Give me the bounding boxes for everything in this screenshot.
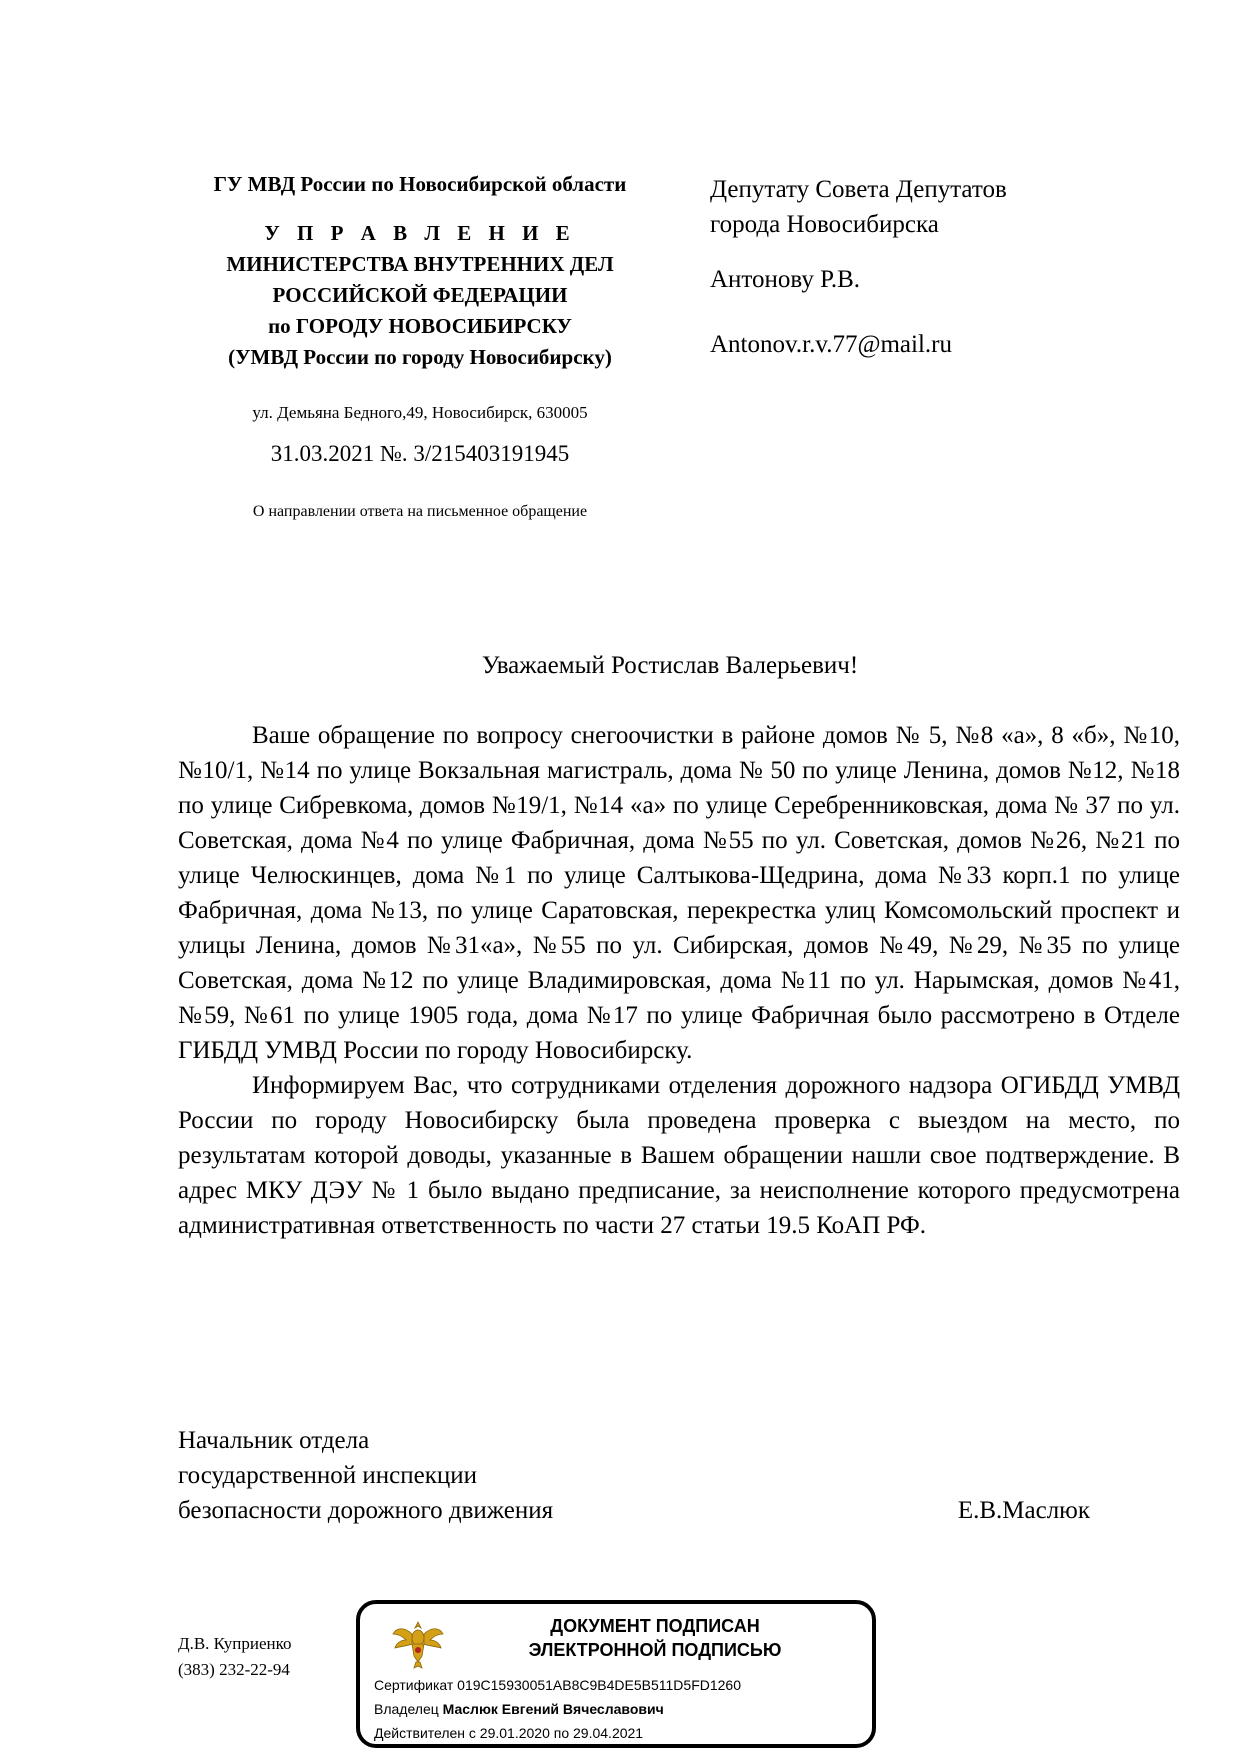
stamp-title-line1: ДОКУМЕНТ ПОДПИСАН (550, 1616, 760, 1636)
stamp-title (460, 1614, 850, 1662)
stamp-title-line2: ЭЛЕКТРОННОЙ ПОДПИСЬЮ (528, 1640, 782, 1660)
ministry-line: МИНИСТЕРСТВА ВНУТРЕННИХ ДЕЛ (226, 252, 614, 276)
cert-value: 019C15930051AB8C9B4DE5B511D5FD1260 (457, 1677, 742, 1693)
city-line: по ГОРОДУ НОВОСИБИРСКУ (268, 314, 572, 338)
addressee-block (710, 172, 1190, 362)
addressee-line2: города Новосибирска (710, 211, 939, 238)
abbr-line: (УМВД России по городу Новосибирску) (228, 345, 612, 369)
executor-name: Д.В. Куприенко (178, 1634, 292, 1653)
signature-title-1: Начальник отдела (178, 1427, 370, 1454)
signatory-name: Е.В.Маслюк (957, 1497, 1090, 1524)
cert-label: Сертификат (374, 1677, 454, 1693)
executor-phone: (383) 232-22-94 (178, 1660, 290, 1679)
registration-number: 31.03.2021 №. 3/215403191945 (270, 441, 570, 466)
salutation: Уважаемый Ростислав Валерьевич! (481, 652, 859, 679)
e-signature-stamp (356, 1600, 876, 1748)
federation-line: РОССИЙСКОЙ ФЕДЕРАЦИИ (272, 283, 568, 307)
executor-block (178, 1631, 291, 1683)
stamp-owner (374, 1700, 664, 1718)
addressee-line1: Депутату Совета Депутатов (710, 176, 1007, 203)
letter-subject: О направлении ответа на письменное обращение (252, 503, 588, 520)
stamp-certificate (374, 1676, 741, 1694)
upravlenie-title: У П Р А В Л Е Н И Е (264, 221, 576, 245)
owner-value: Маслюк Евгений Вячеславович (442, 1701, 664, 1717)
letter-body (178, 718, 1180, 1243)
owner-label: Владелец (374, 1701, 439, 1717)
addressee-email: Antonov.r.v.77@mail.ru (710, 331, 952, 358)
stamp-validity: Действителен с 29.01.2020 по 29.04.2021 (374, 1725, 644, 1741)
addressee-name: Антонову Р.В. (710, 266, 861, 293)
sender-address: ул. Демьяна Бедного,49, Новосибирск, 630005 (252, 403, 588, 422)
signature-title-2: государственной инспекции (178, 1462, 478, 1489)
sender-header (160, 170, 680, 523)
signature-block (178, 1423, 1180, 1528)
sender-department (160, 218, 680, 373)
body-paragraph-1: Ваше обращение по вопросу снегоочистки в районе домов № 5, №8 «а», 8 «б», №10, №10/1, №14 по улице Вокзальная магистраль, дома № 50 по улице Ленина, домов №12, №18 по улице Сибревкома, домов №19/1, №14 «а» по улице Серебренниковская, дома № 37 по ул. Советская, дома №4 по улице Фабричная, дома №55 по ул. Советская, домов №26, №21 по улице Челюскинцев, дома №1 по улице Салтыкова-Щедрина, дома №33 корп.1 по улице Фабричная, дома №13, по улице Саратовская, перекрестка улиц Комсомольский проспект и улицы Ленина, домов №31«а», №55 по ул. Сибирская, домов №49, №29, №35 по улице Советская, дома №12 по улице Владимировская, дома №11 по ул. Нарымская, домов №41, №59, №61 по улице 1905 года, дома №17 по улице Фабричная было рассмотрено в Отделе ГИБДД УМВД России по городу Новосибирску. (178, 722, 1180, 1064)
body-paragraph-2: Информируем Вас, что сотрудниками отделения дорожного надзора ОГИБДД УМВД России по городу Новосибирску была проведена проверка с выездом на место, по результатам которой доводы, указанные в Вашем обращении нашли свое подтверждение. В адрес МКУ ДЭУ № 1 было выдано предписание, за неисполнение которого предусмотрена административная ответственность по части 27 статьи 19.5 КоАП РФ. (178, 1072, 1180, 1239)
signature-title-3: безопасности дорожного движения (178, 1497, 554, 1524)
sender-gu: ГУ МВД России по Новосибирской области (213, 172, 627, 196)
mvd-emblem-icon (390, 1616, 446, 1672)
